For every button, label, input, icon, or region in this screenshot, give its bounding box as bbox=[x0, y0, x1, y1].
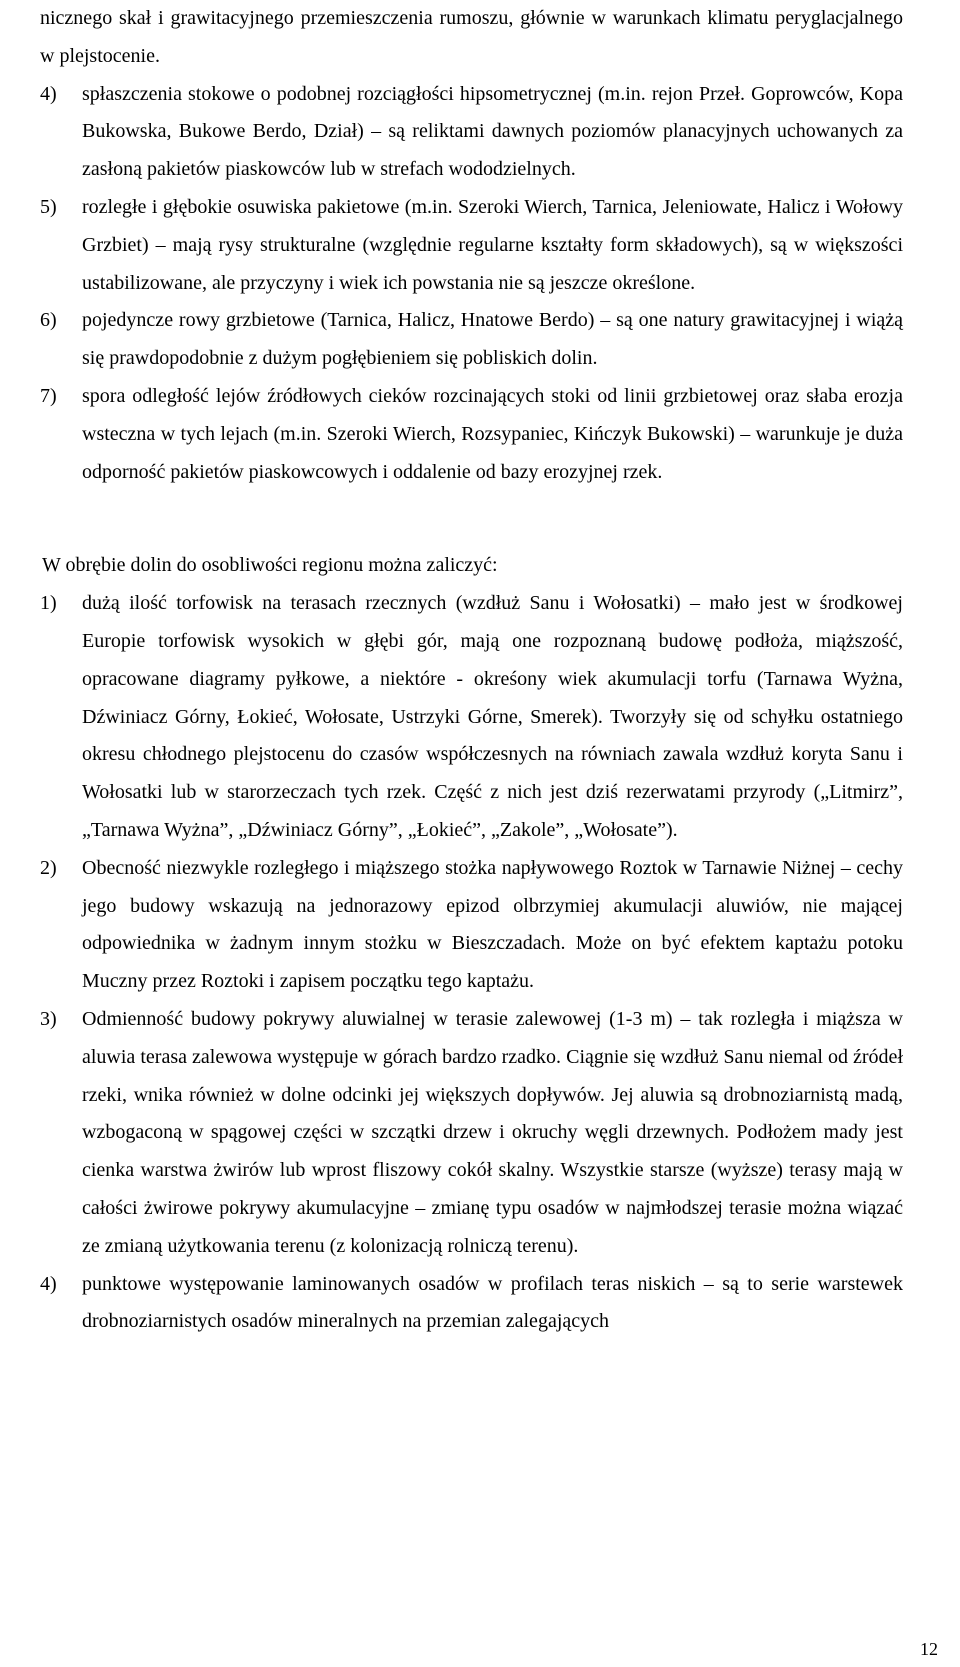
list-item bbox=[40, 302, 903, 378]
paragraph-gap bbox=[40, 491, 903, 547]
list-item-text: spłaszczenia stokowe o podobnej rozciągłości hipsometrycznej (m.in. rejon Przeł. Goprowców, Kopa Bukowska, Bukowe Berdo, Dział) – są reliktami dawnych poziomów planacyjnych uchowanych za zasłoną pakietów piaskowców lub w strefach wododzielnych. bbox=[82, 82, 903, 181]
document-page bbox=[40, 0, 903, 1341]
list-item-text: dużą ilość torfowisk na terasach rzecznych (wzdłuż Sanu i Wołosatki) – mało jest w środkowej Europie torfowisk wysokich w głębi gór, mają one rozpoznaną budowę podłoża, miąższość, opracowane diagramy pyłkowe, a niektóre - okreśony wiek akumulacji torfu (Tarnawa Wyżna, Dźwiniacz Górny, Łokieć, Wołosate, Ustrzyki Górne, Smerek). Tworzyły się od schyłku ostatniego okresu chłodnego plejstocenu do czasów współczesnych na równiach zawala wzdłuż koryta Sanu i Wołosatki lub w starorzeczach tych rzek. Część z nich jest dziś rezerwatami przyrody („Litmirz”, „Tarnawa Wyżna”, „Dźwiniacz Górny”, „Łokieć”, „Zakole”, „Wołosate”). bbox=[82, 592, 903, 841]
list-item bbox=[40, 850, 903, 1001]
intro-paragraph: W obrębie dolin do osobliwości regionu można zaliczyć: bbox=[42, 554, 498, 577]
page-number: 12 bbox=[920, 1639, 938, 1659]
list-item-text: punktowe występowanie laminowanych osadów w profilach teras niskich – są to serie warstewek drobnoziarnistych osadów mineralnych na przemian zalegających bbox=[82, 1272, 903, 1333]
list-item-text: rozległe i głębokie osuwiska pakietowe (m.in. Szeroki Wierch, Tarnica, Jeleniowate, Halicz i Wołowy Grzbiet) – mają rysy strukturalne (względnie regularne kształty form składowych), są w większości ustabilizowane, ale przyczyny i wiek ich powstania nie są jeszcze określone. bbox=[82, 195, 903, 294]
list-item-number: 4) bbox=[40, 82, 57, 105]
list-item bbox=[40, 189, 903, 302]
list-item bbox=[40, 1266, 903, 1342]
list-item-text: Odmienność budowy pokrywy aluwialnej w terasie zalewowej (1-3 m) – tak rozległa i miąższa w aluwia terasa zalewowa występuje w górach bardzo rzadko. Ciągnie się wzdłuż Sanu niemal od źródeł rzeki, wnika również w dolne odcinki jej większych dopływów. Jej aluwia są drobnoziarnistą madą, wzbogaconą w spągowej części w szczątki drzew i okruchy węgli drzewnych. Podłożem mady jest cienka warstwa żwirów lub wprost fliszowy cokół skalny. Wszystkie starsze (wyższe) terasy mają w całości żwirowe pokrywy akumulacyjne – zmianę typu osadów w najmłodszej terasie można wiązać ze zmianą użytkowania terenu (z kolonizacją rolniczą terenu). bbox=[82, 1007, 903, 1257]
list-item bbox=[40, 76, 903, 189]
list-item-number: 1) bbox=[40, 592, 57, 615]
list-item-number: 5) bbox=[40, 195, 57, 218]
list-valleys bbox=[40, 585, 903, 1341]
list-item-text: Obecność niezwykle rozległego i miąższego stożka napływowego Roztok w Tarnawie Niżnej – cechy jego budowy wskazują na jednorazowy epizod olbrzymiej akumulacji aluwiów, nie mającej odpowiednika w żadnym innym stożku w Bieszczadach. Może on być efektem kaptażu potoku Muczny przez Roztoki i zapisem początku tego kaptażu. bbox=[82, 856, 903, 993]
list-item bbox=[40, 585, 903, 850]
list-item-number: 3) bbox=[40, 1007, 57, 1030]
list-item-number: 2) bbox=[40, 856, 57, 879]
list-item-number: 7) bbox=[40, 384, 57, 407]
list-item-number: 4) bbox=[40, 1272, 57, 1295]
continuation-paragraph: nicznego skał i grawitacyjnego przemieszczenia rumoszu, głównie w warunkach klimatu peryglacjalnego w plejstocenie. bbox=[40, 7, 903, 67]
list-landforms bbox=[40, 76, 903, 492]
list-item-text: pojedyncze rowy grzbietowe (Tarnica, Halicz, Hnatowe Berdo) – są one natury grawitacyjnej i wiążą się prawdopodobnie z dużym pogłębieniem się pobliskich dolin. bbox=[82, 309, 903, 370]
list-item bbox=[40, 378, 903, 491]
list-item-text: spora odległość lejów źródłowych cieków rozcinających stoki od linii grzbietowej oraz słaba erozja wsteczna w tych lejach (m.in. Szeroki Wierch, Rozsypaniec, Kińczyk Bukowski) – warunkuje je duża odporność pakietów piaskowcowych i oddalenie od bazy erozyjnej rzek. bbox=[82, 384, 903, 483]
list-item bbox=[40, 1001, 903, 1266]
list-item-number: 6) bbox=[40, 309, 57, 332]
